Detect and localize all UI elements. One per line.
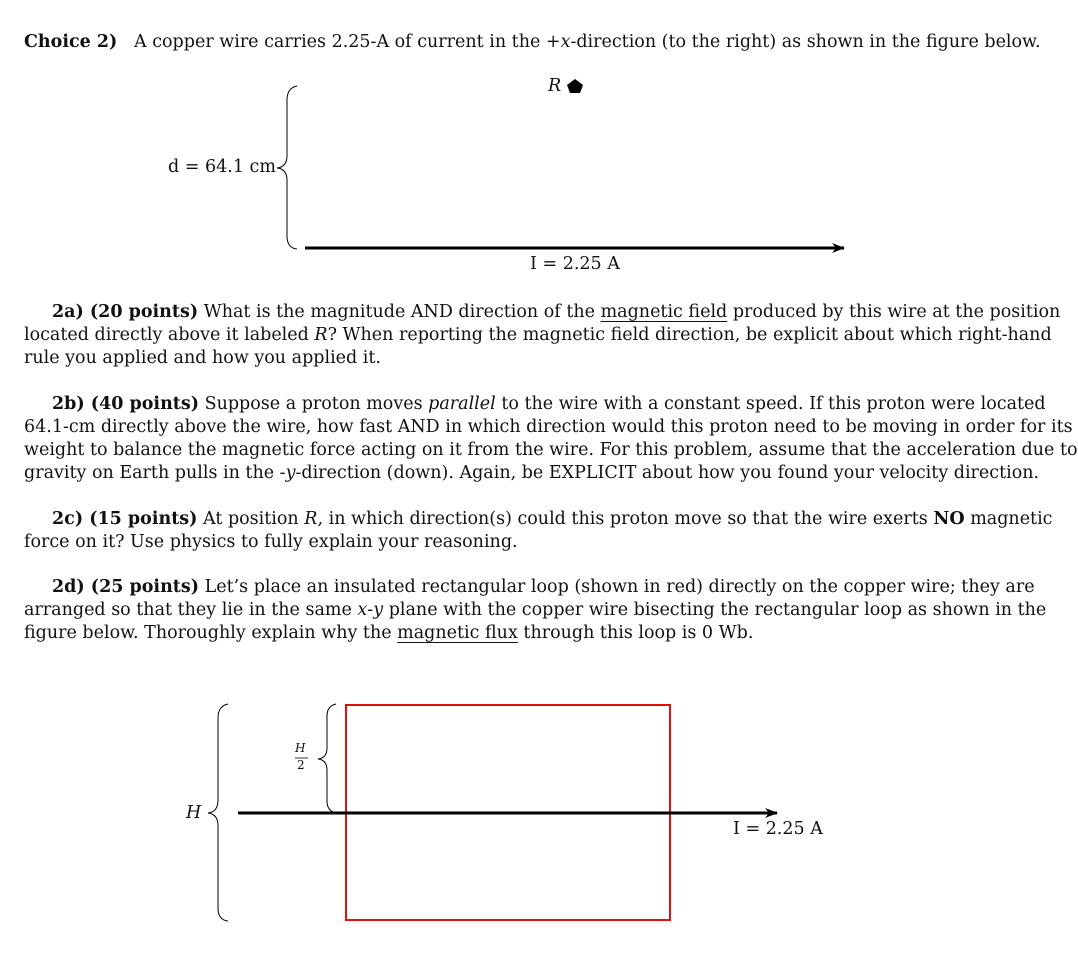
q2b-text-4c: -direction (down). Again, be EXPLICIT about how you found your velocity direction. [295,463,1040,483]
q2d-text-2a: arranged so that they lie in the same [24,600,352,620]
q2b-line-4 [24,462,1040,485]
q2d-text-2e: plane with the copper wire bisecting the rectangular loop as shown in the [388,600,1047,620]
point-r-label: R [548,76,562,96]
intro-text-b: -direction (to the right) as shown in the figure below. [570,32,1041,52]
current-label-1: I = 2.25 A [530,254,620,274]
q2a-text-2c: ? When reporting the magnetic field direction, be explicit about which right-hand [327,325,1052,345]
q2a-magnetic-field: magnetic field [600,302,728,322]
half-height-brace [318,704,336,813]
current-label-2: I = 2.25 A [733,819,823,839]
q2d-text-3c: through this loop is 0 Wb. [523,623,754,643]
half-height-numerator: H [295,741,306,755]
q2d-text-1: Let’s place an insulated rectangular loop (shown in red) directly on the copper wire; they are [204,577,1035,597]
q2d-line-2 [24,599,1047,622]
q2d-label: 2d) (25 points) [52,577,200,597]
q2a-text-2a: located directly above it labeled [24,325,309,345]
q2a-text-1a: What is the magnitude AND direction of the [203,302,595,322]
q2d-x: x [357,600,368,620]
q2b-y: y [285,463,296,483]
q2d-magnetic-flux: magnetic flux [397,623,518,643]
q2b-text-1a: Suppose a proton moves [204,394,423,414]
q2d-line-3 [24,622,986,645]
height-brace [208,704,228,921]
q2b-parallel: parallel [428,394,496,414]
q2c-text-1a: At position [203,509,299,529]
q2c-line-2: force on it? Use physics to fully explain your reasoning. [24,532,518,552]
q2a-line-1 [24,301,1061,324]
q2a-text-1c: produced by this wire at the position [732,302,1061,322]
q2d-dash: - [367,600,374,620]
q2c-label: 2c) (15 points) [52,509,198,529]
height-label: H [186,803,202,823]
q2a-line-2 [24,324,1052,347]
q2c-text-1c: , in which direction(s) could this proton move so that the wire exerts [317,509,928,529]
half-height-denominator: 2 [297,758,305,772]
q2a-r: R [314,325,328,345]
q2b-label: 2b) (40 points) [52,394,200,414]
q2a-label: 2a) (20 points) [52,302,199,322]
intro-text-a: A copper wire carries 2.25-A of current in the + [134,32,561,52]
choice-label: Choice 2) [24,32,118,52]
q2d-text-3a: figure below. Thoroughly explain why the [24,623,392,643]
q2d-line-1 [24,576,1035,599]
intro-x: x [560,32,571,52]
point-r-marker [567,79,583,93]
distance-label: d = 64.1 cm [168,157,276,177]
q2b-text-4a: gravity on Earth pulls in the - [24,463,286,483]
q2b-line-2: 64.1-cm directly above the wire, how fast AND in which direction would this proton need to be moving in order for its [24,417,1073,437]
q2b-line-3: weight to balance the magnetic force acting on it from the wire. For this problem, assume that the acceleration due to [24,440,1078,460]
q2c-no: NO [933,509,965,529]
distance-brace [277,86,297,249]
q2c-line-1 [24,508,1053,531]
q2c-r: R [304,509,318,529]
q2d-y: y [373,600,384,620]
q2b-line-1 [24,393,1046,416]
q2c-text-1e: magnetic [970,509,1053,529]
q2b-text-1c: to the wire with a constant speed. If this proton were located [501,394,1046,414]
q2a-line-3: rule you applied and how you applied it. [24,348,381,368]
